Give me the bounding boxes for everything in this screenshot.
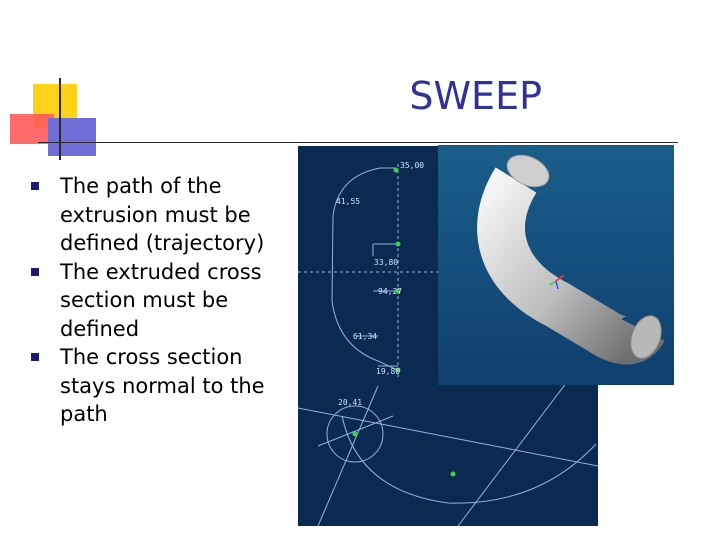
dimension-label: 19,80 (376, 367, 401, 376)
decor-vertical-line (59, 78, 61, 160)
bullet-item (28, 258, 278, 344)
construction-line (298, 408, 598, 466)
dimension-label: 35,00 (400, 161, 425, 170)
bullet-list (28, 172, 278, 429)
bullet-text: The extruded cross section must be defined (60, 259, 262, 341)
constraint-marker (394, 168, 399, 173)
bullet-text: The path of the extrusion must be defined (trajectory) (60, 174, 265, 255)
sweep-render-view (438, 145, 674, 385)
decor-blue-square (48, 118, 96, 156)
constraint-marker (396, 242, 401, 247)
bullet-item (28, 172, 278, 258)
bullet-item (28, 343, 278, 429)
slide-title: SWEEP (409, 74, 542, 118)
dimension-label: 41,55 (336, 197, 361, 206)
dimension-label: 61,34 (353, 332, 378, 341)
dimension-label: 33,80 (374, 258, 399, 267)
swept-tube-render (438, 145, 674, 385)
square-bullet-icon (31, 268, 39, 276)
square-bullet-icon (31, 353, 39, 361)
square-bullet-icon (31, 182, 39, 190)
dimension-label: 94,27 (378, 287, 403, 296)
dimension-label: 20,41 (338, 398, 363, 407)
constraint-marker (353, 432, 358, 437)
constraint-marker (451, 472, 456, 477)
bullet-text: The cross section stays normal to the path (60, 345, 265, 426)
title-divider-line (38, 142, 678, 143)
section-arc (342, 416, 596, 503)
tube-body (501, 180, 643, 340)
